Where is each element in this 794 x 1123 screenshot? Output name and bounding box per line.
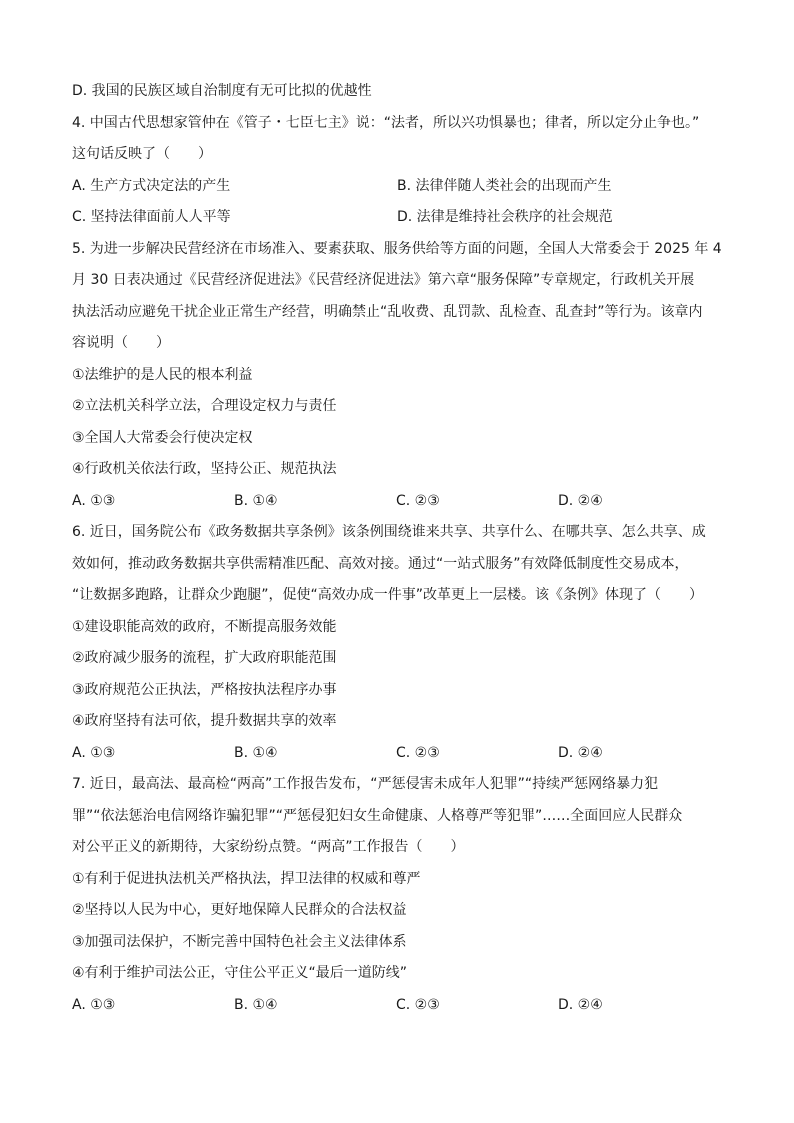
question-5-statement-1: ①法维护的是人民的根本利益 [72, 366, 253, 383]
question-7-stem-line: 7. 近日，最高法、最高检“两高”工作报告发布，“严惩侵害未成年人犯罪”“持续严惩网络暴力犯 [72, 776, 659, 792]
question-5-stem-line: 5. 为进一步解决民营经济在市场准入、要素获取、服务供给等方面的问题，全国人大常委会于 2025 年 4 [72, 240, 722, 257]
question-6-statement-3: ③政府规范公正执法，严格按执法程序办事 [72, 681, 337, 698]
question-6-stem [72, 517, 722, 612]
question-7-option-d[interactable]: D. ②④ [558, 996, 603, 1013]
question-7-stem-line: 罪”“依法惩治电信网络诈骗犯罪”“严惩侵犯妇女生命健康、人格尊严等犯罪”……全面回应人民群众 [72, 807, 683, 824]
question-7-statement-1: ①有利于促进执法机关严格执法，捍卫法律的权威和尊严 [72, 870, 421, 887]
question-7-option-c[interactable]: C. ②③ [396, 996, 440, 1013]
question-7-stem-line: 对公平正义的新期待，大家纷纷点赞。“两高”工作报告（ ） [72, 839, 465, 855]
question-6-statement-2: ②政府减少服务的流程，扩大政府职能范围 [72, 650, 337, 666]
question-6-statement-4: ④政府坚持有法可依，提升数据共享的效率 [72, 713, 337, 729]
question-5-stem [72, 234, 722, 360]
question-4-stem-line: 4. 中国古代思想家管仲在《管子・七臣七主》说：“法者，所以兴功惧暴也；律者，所以定分止争也。” [72, 114, 700, 131]
question-7-stem [72, 769, 722, 864]
question-5-stem-line: 月 30 日表决通过《民营经济促进法》《民营经济促进法》第六章“服务保障”专章规定，行政机关开展 [72, 272, 695, 288]
question-5-option-c[interactable]: C. ②③ [396, 492, 440, 509]
question-5-option-d[interactable]: D. ②④ [558, 492, 603, 509]
question-4-option-d[interactable]: D. 法律是维持社会秩序的社会规范 [397, 209, 613, 225]
question-6-stem-line: 6. 近日，国务院公布《政务数据共享条例》该条例围绕谁来共享、共享什么、在哪共享、怎么共享、成 [72, 524, 706, 540]
question-4-options-row-1 [72, 171, 722, 203]
question-7-statement-3: ③加强司法保护，不断完善中国特色社会主义法律体系 [72, 933, 407, 950]
question-5-statement-4: ④行政机关依法行政，坚持公正、规范执法 [72, 461, 337, 477]
question-4-options-row-2 [72, 202, 722, 234]
question-5-stem-line: 执法活动应避免干扰企业正常生产经营，明确禁止“乱收费、乱罚款、乱检查、乱查封”等行为。该章内 [72, 303, 703, 320]
question-7-option-a[interactable]: A. ①③ [72, 996, 116, 1013]
question-7-statement-4: ④有利于维护司法公正，守住公平正义“最后一道防线” [72, 965, 408, 981]
previous-question-option-d: D. 我国的民族区域自治制度有无可比拟的优越性 [72, 83, 372, 99]
question-4-option-a[interactable]: A. 生产方式决定法的产生 [72, 177, 231, 194]
exam-page [72, 76, 722, 1021]
question-6-stem-line: “让数据多跑路，让群众少跑腿”，促使“高效办成一件事”改革更上一层楼。该《条例》体现了（ ） [72, 587, 704, 603]
question-5-stem-line: 容说明（ ） [72, 335, 170, 351]
question-5-option-b[interactable]: B. ①④ [234, 492, 278, 509]
question-6-statement-1: ①建设职能高效的政府，不断提高服务效能 [72, 618, 337, 635]
question-4-option-c[interactable]: C. 坚持法律面前人人平等 [72, 209, 231, 225]
question-7-options [72, 990, 722, 1022]
question-6-stem-line: 效如何，推动政务数据共享供需精准匹配、高效对接。通过“一站式服务”有效降低制度性交易成本， [72, 555, 689, 572]
question-4-option-b[interactable]: B. 法律伴随人类社会的出现而产生 [397, 177, 612, 194]
question-7-option-b[interactable]: B. ①④ [234, 996, 278, 1013]
question-5-statement-3: ③全国人大常委会行使决定权 [72, 429, 253, 446]
question-4-stem [72, 108, 722, 171]
question-6-option-a[interactable]: A. ①③ [72, 744, 116, 761]
question-6-options [72, 738, 722, 770]
question-6-option-c[interactable]: C. ②③ [396, 744, 440, 761]
question-6-option-b[interactable]: B. ①④ [234, 744, 278, 761]
question-7-statement-2: ②坚持以人民为中心，更好地保障人民群众的合法权益 [72, 902, 407, 918]
question-4-stem-line: 这句话反映了（ ） [72, 146, 212, 162]
question-5-option-a[interactable]: A. ①③ [72, 492, 116, 509]
question-5-options [72, 486, 722, 518]
question-6-option-d[interactable]: D. ②④ [558, 744, 603, 761]
question-5-statement-2: ②立法机关科学立法，合理设定权力与责任 [72, 398, 337, 414]
